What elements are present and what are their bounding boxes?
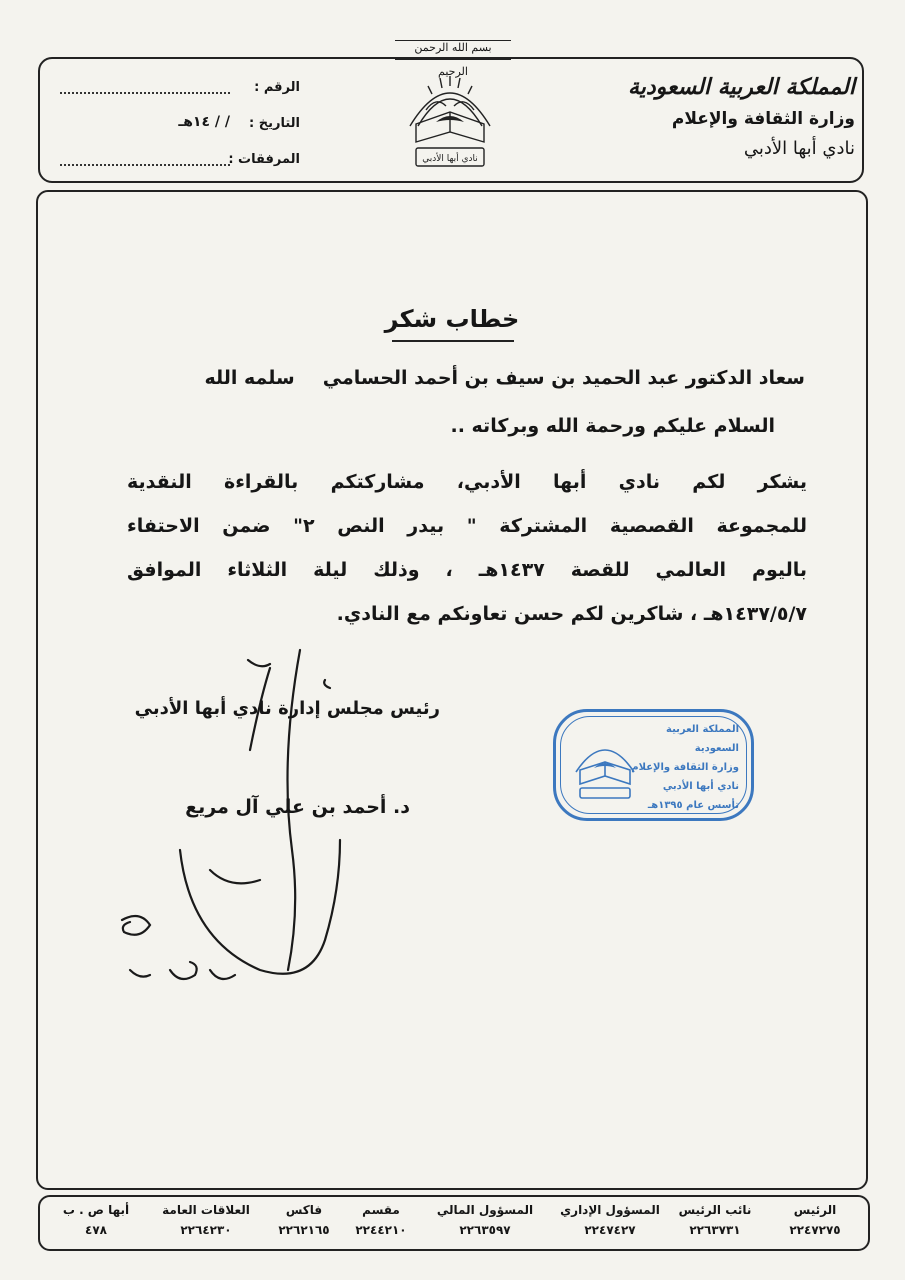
footer-value: ٢٢٦٤٢٣٠: [180, 1223, 232, 1237]
meta-date-value: / / ١٤هـ: [178, 114, 230, 130]
footer-value: ٢٢٦٢١٦٥: [278, 1223, 330, 1237]
footer-contact: [665, 1200, 765, 1240]
basmala: بسم الله الرحمن الرحيم: [414, 41, 492, 78]
footer-value: ٤٧٨: [85, 1223, 107, 1237]
footer-label: الرئيس: [793, 1203, 837, 1217]
footer-contact: [555, 1200, 665, 1240]
letter-body: [127, 460, 807, 636]
footer-value: ٢٢٦٣٧٣١: [689, 1223, 741, 1237]
meta-attachments-label: المرفقات :: [228, 152, 300, 167]
title-underline: [392, 340, 514, 342]
footer-label: العلاقات العامة: [162, 1203, 250, 1217]
meta-attachments-line: [60, 164, 230, 166]
stamp-line: المملكة العربية السعودية: [666, 724, 739, 754]
meta-number-label: الرقم :: [254, 80, 300, 95]
meta-attachments-row: [60, 148, 300, 184]
signer-name: د. أحمد بن علي آل مريع: [185, 796, 410, 818]
footer-label: أبها ص . ب: [62, 1203, 130, 1217]
meta-number-row: [60, 76, 300, 112]
footer-contact: [150, 1200, 262, 1240]
meta-number-line: [60, 92, 230, 94]
org-ministry: وزارة الثقافة والإعلام: [671, 109, 855, 129]
footer-label: مقسم: [362, 1203, 400, 1217]
body-line: باليوم العالمي للقصة ١٤٣٧هـ ، وذلك ليلة الثلاثاء الموافق: [127, 559, 808, 581]
footer-value: ٢٢٦٣٥٩٧: [459, 1223, 511, 1237]
footer-label: المسؤول الإداري: [560, 1203, 660, 1217]
meta-date-label: التاريخ :: [249, 116, 300, 131]
letter-meta: [60, 76, 300, 184]
footer-contact: [770, 1200, 860, 1240]
handwritten-signature: [110, 640, 430, 1020]
signer-title: رئيس مجلس إدارة نادي أبها الأدبي: [134, 698, 440, 719]
stamp-line: تأسس عام ١٣٩٥هـ: [647, 800, 739, 811]
body-line: يشكر لكم نادي أبها الأدبي، مشاركتكم بالقراءة النقدية: [127, 471, 807, 493]
official-stamp: [553, 709, 754, 821]
footer-label: المسؤول المالي: [436, 1203, 534, 1217]
body-line: ١٤٣٧/٥/٧هـ ، شاكرين لكم حسن تعاونكم مع النادي.: [336, 603, 807, 625]
body-line: للمجموعة القصصية المشتركة " بيدر النص ٢" ضمن الاحتفاء: [127, 515, 807, 537]
footer-contact: [425, 1200, 545, 1240]
footer-contact: [345, 1200, 417, 1240]
footer-contact: [268, 1200, 340, 1240]
org-club: نادي أبها الأدبي: [743, 138, 855, 159]
footer-value: ٢٢٤٧٤٢٧: [584, 1223, 636, 1237]
footer-value: ٢٢٤٧٢٧٥: [789, 1223, 841, 1237]
letter-title: خطاب شكر: [384, 305, 520, 333]
footer-label: فاكس: [285, 1203, 323, 1217]
footer-value: ٢٢٤٤٢١٠: [355, 1223, 407, 1237]
meta-date-row: [60, 112, 300, 148]
greeting: السلام عليكم ورحمة الله وبركاته ..: [450, 415, 775, 437]
recipient-line: [105, 362, 805, 394]
stamp-text: [629, 720, 739, 815]
recipient-suffix: سلمه الله: [204, 367, 295, 389]
footer-label: نائب الرئيس: [678, 1203, 752, 1217]
footer-contact: [48, 1200, 144, 1240]
stamp-line: وزارة الثقافة والإعلام: [631, 762, 739, 773]
stamp-line: نادي أبها الأدبي: [662, 781, 739, 792]
club-logo-icon: [396, 66, 504, 172]
logo-caption: نادي أبها الأدبي: [422, 154, 478, 164]
org-country: المملكة العربية السعودية: [627, 74, 855, 100]
recipient-name: سعاد الدكتور عبد الحميد بن سيف بن أحمد الحسامي: [322, 367, 805, 389]
organization-block: [615, 70, 855, 164]
